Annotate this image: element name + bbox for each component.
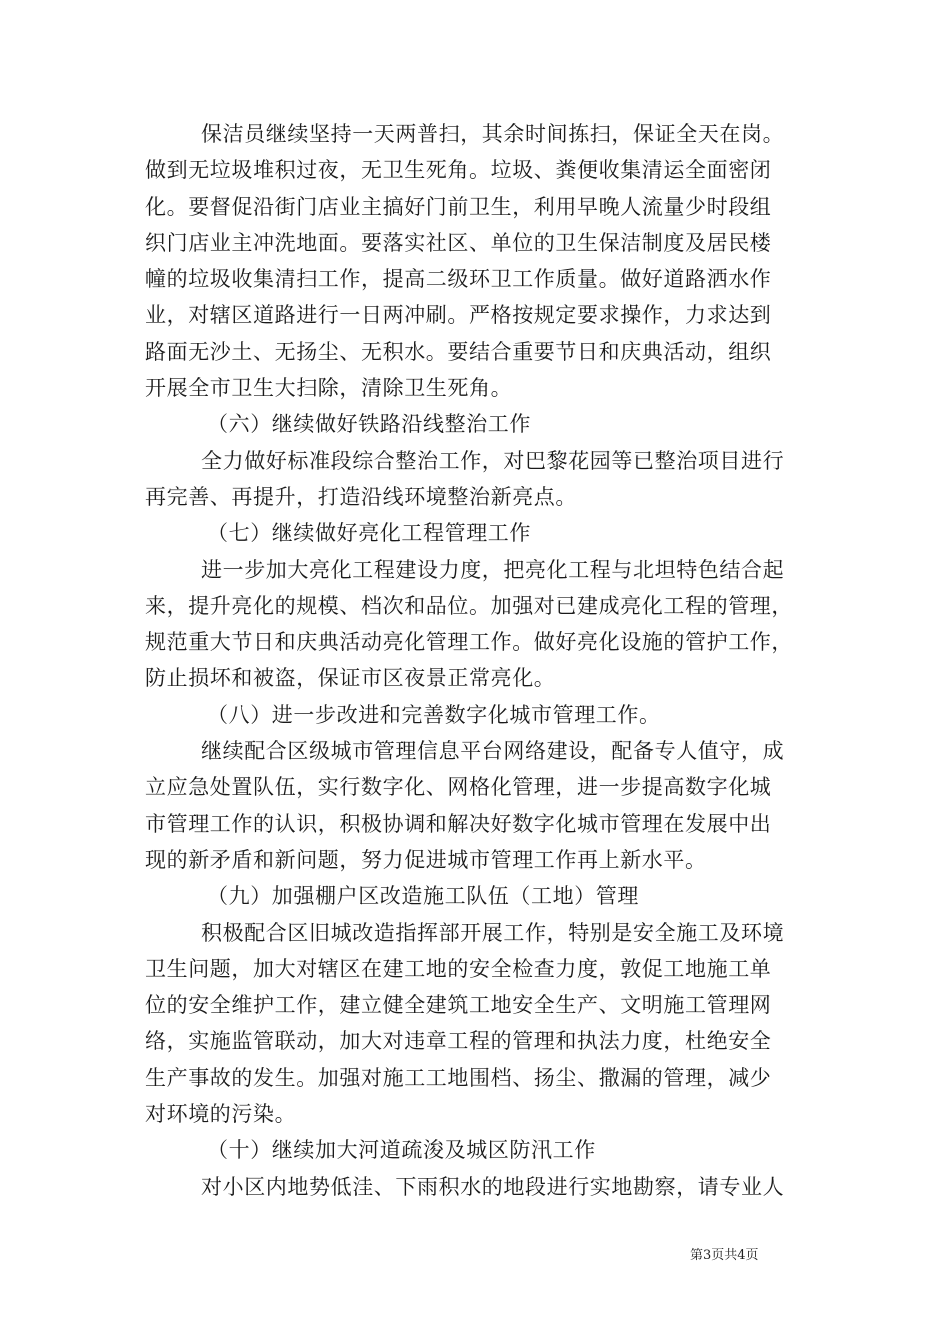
text-line: 卫生问题，加大对辖区在建工地的安全检查力度，敦促工地施工单: [145, 956, 772, 981]
section-heading: （七）继续做好亮化工程管理工作: [207, 521, 531, 546]
text-line: 防止损坏和被盗，保证市区夜景正常亮化。: [145, 666, 556, 691]
section-heading: （九）加强棚户区改造施工队伍（工地）管理: [207, 884, 639, 909]
text-line: 路面无沙土、无扬尘、无积水。要结合重要节日和庆典活动，组织: [145, 339, 772, 364]
text-line: 市管理工作的认识，积极协调和解决好数字化城市管理在发展中出: [145, 811, 772, 836]
text-line: 规范重大节日和庆典活动亮化管理工作。做好亮化设施的管护工作，: [145, 630, 793, 655]
document-body: [145, 116, 813, 1205]
text-line: 继续配合区级城市管理信息平台网络建设，配备专人值守，成: [201, 739, 785, 764]
text-line: 积极配合区旧城改造指挥部开展工作，特别是安全施工及环境: [201, 920, 785, 945]
text-line: 织门店业主冲洗地面。要落实社区、单位的卫生保洁制度及居民楼: [145, 230, 772, 255]
text-line: 开展全市卫生大扫除，清除卫生死角。: [145, 376, 513, 401]
text-line: 再完善、再提升，打造沿线环境整治新亮点。: [145, 484, 577, 509]
text-line: 化。要督促沿街门店业主搞好门前卫生，利用早晚人流量少时段组: [145, 194, 772, 219]
text-line: 来，提升亮化的规模、档次和品位。加强对已建成亮化工程的管理，: [145, 593, 793, 618]
text-line: 对小区内地势低洼、下雨积水的地段进行实地勘察，请专业人: [201, 1174, 785, 1199]
text-line: 立应急处置队伍，实行数字化、网格化管理，进一步提高数字化城: [145, 775, 772, 800]
text-line: 对环境的污染。: [145, 1102, 297, 1127]
text-line: 做到无垃圾堆积过夜，无卫生死角。垃圾、粪便收集清运全面密闭: [145, 158, 772, 183]
text-line: 进一步加大亮化工程建设力度，把亮化工程与北坦特色结合起: [201, 557, 785, 582]
text-line: 全力做好标准段综合整治工作，对巴黎花园等已整治项目进行: [201, 448, 785, 473]
section-heading: （六）继续做好铁路沿线整治工作: [207, 412, 531, 437]
text-line: 络，实施监管联动，加大对违章工程的管理和执法力度，杜绝安全: [145, 1029, 772, 1054]
page-number: 第3页共4页: [690, 1248, 759, 1263]
section-heading: （十）继续加大河道疏浚及城区防汛工作: [207, 1138, 596, 1163]
text-line: 生产事故的发生。加强对施工工地围档、扬尘、撒漏的管理，减少: [145, 1065, 772, 1090]
text-line: 业，对辖区道路进行一日两冲刷。严格按规定要求操作，力求达到: [145, 303, 772, 328]
text-line: 位的安全维护工作，建立健全建筑工地安全生产、文明施工管理网: [145, 993, 772, 1018]
section-heading: （八）进一步改进和完善数字化城市管理工作。: [207, 702, 661, 727]
text-line: 幢的垃圾收集清扫工作，提高二级环卫工作质量。做好道路洒水作: [145, 267, 772, 292]
text-line: 保洁员继续坚持一天两普扫，其余时间拣扫，保证全天在岗。: [201, 122, 785, 146]
text-line: 现的新矛盾和新问题，努力促进城市管理工作再上新水平。: [145, 847, 707, 872]
